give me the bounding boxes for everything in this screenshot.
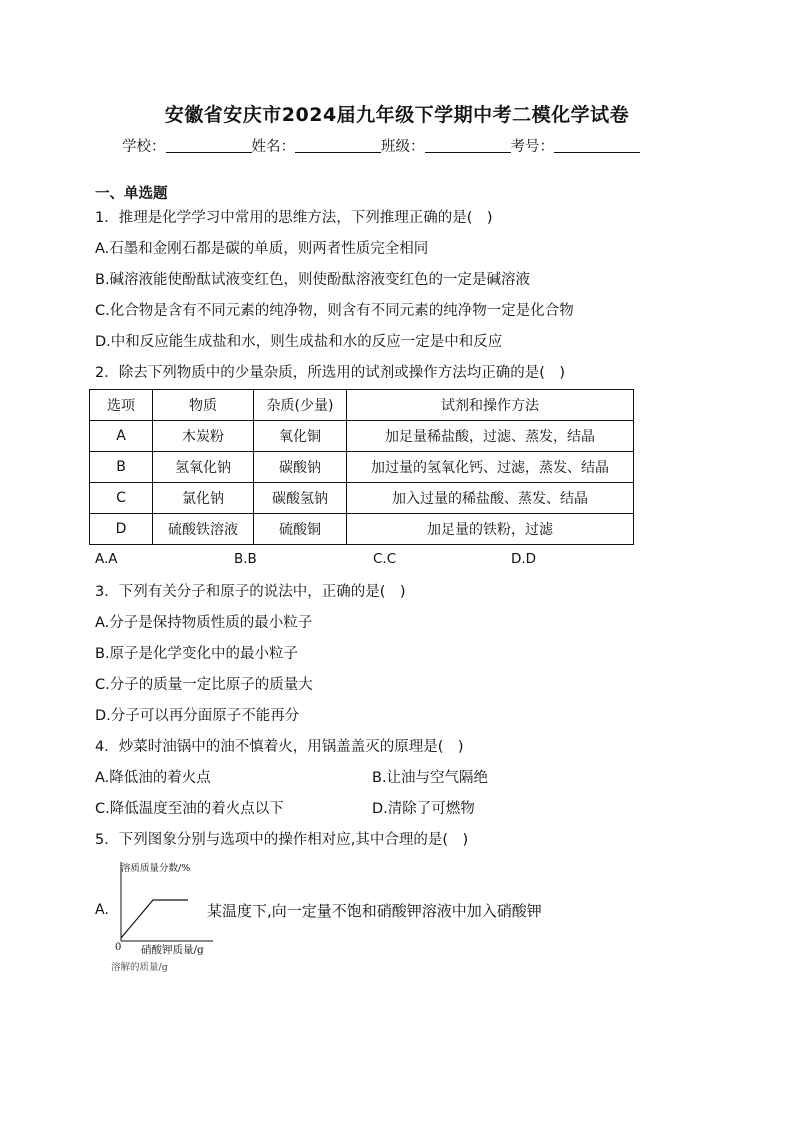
table-cell: 氯化钠 xyxy=(153,483,254,514)
exam-title: 安徽省安庆市2024届九年级下学期中考二模化学试卷 xyxy=(164,104,630,126)
q3-option-c[interactable]: C.分子的质量一定比原子的质量大 xyxy=(95,677,313,693)
q1-option-c[interactable]: C.化合物是含有不同元素的纯净物，则含有不同元素的纯净物一定是化合物 xyxy=(95,303,574,319)
graph-curve xyxy=(121,900,188,938)
q2-option-b[interactable]: B.B xyxy=(234,551,257,567)
header-cell: 物质 xyxy=(153,390,254,421)
q5-stem: 5．下列图象分别与选项中的操作相对应,其中合理的是( ) xyxy=(95,832,469,848)
q2-option-a[interactable]: A.A xyxy=(95,551,118,567)
q1-option-a[interactable]: A.石墨和金刚石都是碳的单质，则两者性质完全相同 xyxy=(95,241,429,257)
header-cell: 选项 xyxy=(90,390,153,421)
table-cell: B xyxy=(90,452,153,483)
q5-option-a[interactable] xyxy=(95,858,575,973)
student-info-line xyxy=(122,135,640,156)
graph-x-label: 硝酸钾质量/g xyxy=(141,944,204,956)
q3-option-a[interactable]: A.分子是保持物质性质的最小粒子 xyxy=(95,615,313,631)
table-cell: A xyxy=(90,421,153,452)
q3-option-b[interactable]: B.原子是化学变化中的最小粒子 xyxy=(95,646,299,662)
q3-option-d[interactable]: D.分子可以再分面原子不能再分 xyxy=(95,708,300,724)
school-label: 学校： xyxy=(122,139,166,155)
table-row xyxy=(90,483,634,514)
table-cell: 加足量稀盐酸，过滤、蒸发，结晶 xyxy=(347,421,634,452)
table-cell: 加足量的铁粉，过滤 xyxy=(347,514,634,545)
graph-y-label: 溶质质量分数/% xyxy=(121,863,191,874)
table-cell: 氢氧化钠 xyxy=(153,452,254,483)
class-blank[interactable] xyxy=(425,138,511,153)
q5-option-a-text: 某温度下,向一定量不饱和硝酸钾溶液中加入硝酸钾 xyxy=(207,902,542,920)
table-cell: 氧化铜 xyxy=(254,421,347,452)
table-cell: 加过量的氢氧化钙、过滤，蒸发、结晶 xyxy=(347,452,634,483)
section-heading: 一、单选题 xyxy=(95,186,168,202)
q3-stem: 3．下列有关分子和原子的说法中，正确的是( ) xyxy=(95,584,406,600)
class-label: 班级： xyxy=(381,139,425,155)
table-header-row xyxy=(90,390,634,421)
table-row xyxy=(90,514,634,545)
table-cell: 硫酸铜 xyxy=(254,514,347,545)
table-cell: D xyxy=(90,514,153,545)
q1-option-b[interactable]: B.碱溶液能使酚酞试液变红色，则使酚酞溶液变红色的一定是碱溶液 xyxy=(95,272,531,288)
q1-option-d[interactable]: D.中和反应能生成盐和水，则生成盐和水的反应一定是中和反应 xyxy=(95,334,503,350)
table-row xyxy=(90,452,634,483)
header-cell: 杂质(少量) xyxy=(254,390,347,421)
name-blank[interactable] xyxy=(295,138,381,153)
table-cell: C xyxy=(90,483,153,514)
q4-option-c[interactable]: C.降低温度至油的着火点以下 xyxy=(95,801,284,817)
table-cell: 木炭粉 xyxy=(153,421,254,452)
table-cell: 碳酸氢钠 xyxy=(254,483,347,514)
q1-stem: 1．推理是化学学习中常用的思维方法，下列推理正确的是( ) xyxy=(95,210,493,226)
table-cell: 硫酸铁溶液 xyxy=(153,514,254,545)
q4-option-b[interactable]: B.让油与空气隔绝 xyxy=(372,770,489,786)
q5-option-a-label: A. xyxy=(95,902,109,918)
q4-option-a[interactable]: A.降低油的着火点 xyxy=(95,770,211,786)
exam-no-blank[interactable] xyxy=(554,138,640,153)
q4-option-d[interactable]: D.清除了可燃物 xyxy=(372,801,475,817)
next-graph-y-label: 溶解的质量/g xyxy=(111,962,168,973)
table-row xyxy=(90,421,634,452)
exam-no-label: 考号： xyxy=(510,139,554,155)
next-graph-clipped xyxy=(111,956,211,973)
header-cell: 试剂和操作方法 xyxy=(347,390,634,421)
name-label: 姓名： xyxy=(251,139,295,155)
table-cell: 碳酸钠 xyxy=(254,452,347,483)
q2-option-d[interactable]: D.D xyxy=(511,551,537,567)
table-cell: 加入过量的稀盐酸、蒸发、结晶 xyxy=(347,483,634,514)
school-blank[interactable] xyxy=(166,138,252,153)
q2-option-c[interactable]: C.C xyxy=(373,551,397,567)
q2-table xyxy=(89,389,634,545)
q4-stem: 4．炒菜时油锅中的油不慎着火，用锅盖盖灭的原理是( ) xyxy=(95,739,464,755)
graph-origin-label: 0 xyxy=(115,942,122,953)
q2-stem: 2．除去下列物质中的少量杂质，所选用的试剂或操作方法均正确的是( ) xyxy=(95,365,566,381)
